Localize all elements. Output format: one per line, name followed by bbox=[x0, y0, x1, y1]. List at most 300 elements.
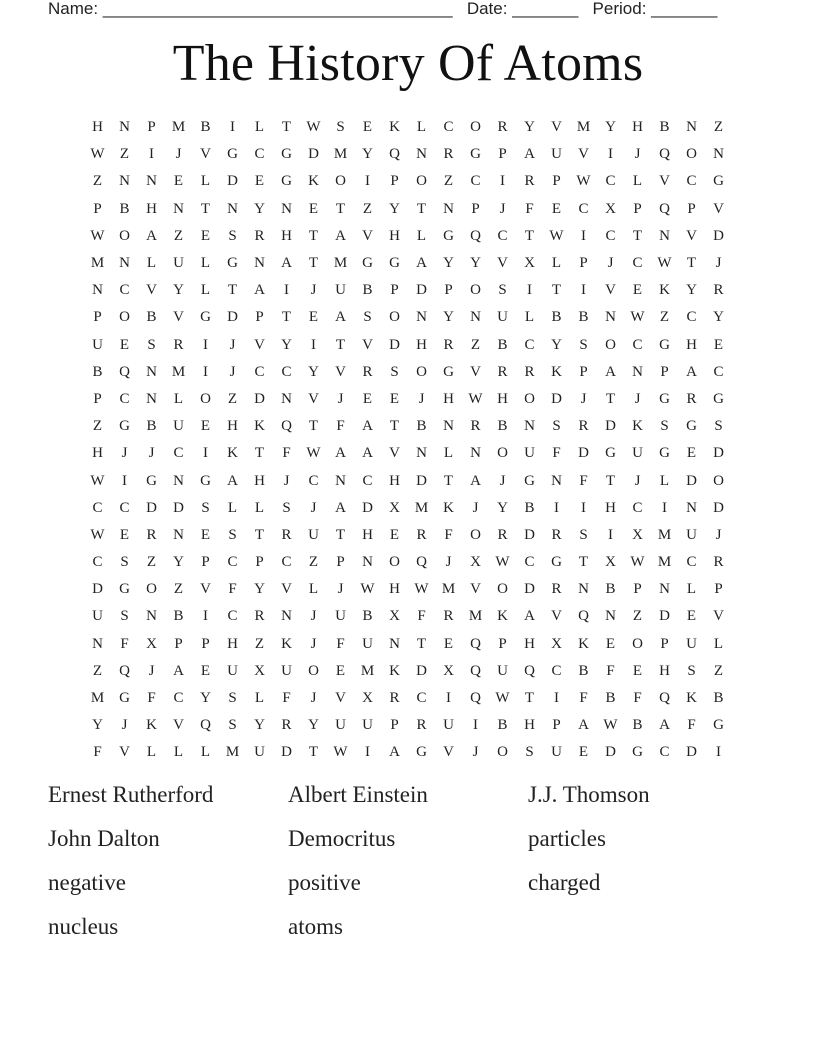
grid-letter[interactable]: C bbox=[524, 336, 535, 353]
grid-letter[interactable]: D bbox=[416, 282, 427, 299]
grid-letter[interactable]: Q bbox=[281, 418, 292, 435]
grid-letter[interactable]: X bbox=[146, 635, 157, 652]
grid-letter[interactable]: H bbox=[362, 526, 373, 543]
grid-letter[interactable]: W bbox=[495, 690, 510, 707]
grid-letter[interactable]: P bbox=[687, 200, 696, 217]
grid-letter[interactable]: L bbox=[524, 309, 535, 326]
grid-letter[interactable]: D bbox=[254, 390, 265, 407]
grid-letter[interactable]: B bbox=[362, 282, 373, 299]
grid-letter[interactable]: K bbox=[551, 363, 562, 380]
grid-letter[interactable]: M bbox=[171, 119, 186, 136]
grid-letter[interactable]: R bbox=[173, 336, 184, 353]
grid-letter[interactable]: G bbox=[443, 363, 454, 380]
grid-letter[interactable]: W bbox=[90, 472, 105, 489]
grid-letter[interactable]: U bbox=[335, 717, 346, 734]
grid-letter[interactable]: C bbox=[713, 363, 724, 380]
grid-letter[interactable]: Y bbox=[389, 200, 400, 217]
grid-letter[interactable]: P bbox=[660, 635, 669, 652]
grid-letter[interactable]: I bbox=[527, 282, 532, 299]
grid-letter[interactable]: L bbox=[146, 255, 157, 272]
grid-letter[interactable]: T bbox=[281, 119, 292, 136]
grid-letter[interactable]: V bbox=[659, 173, 670, 190]
grid-letter[interactable]: C bbox=[254, 363, 265, 380]
grid-letter[interactable]: L bbox=[659, 472, 670, 489]
grid-letter[interactable]: M bbox=[171, 363, 186, 380]
grid-letter[interactable]: O bbox=[605, 336, 616, 353]
grid-letter[interactable]: J bbox=[337, 390, 344, 407]
grid-letter[interactable]: V bbox=[551, 119, 562, 136]
grid-letter[interactable]: G bbox=[713, 717, 724, 734]
grid-letter[interactable]: W bbox=[630, 554, 645, 571]
grid-letter[interactable]: E bbox=[200, 526, 211, 543]
grid-letter[interactable]: P bbox=[471, 200, 480, 217]
grid-letter[interactable]: Z bbox=[92, 418, 103, 435]
grid-letter[interactable]: E bbox=[551, 200, 562, 217]
grid-letter[interactable]: N bbox=[416, 146, 427, 163]
grid-letter[interactable]: N bbox=[524, 418, 535, 435]
grid-letter[interactable]: G bbox=[713, 390, 724, 407]
grid-letter[interactable]: G bbox=[686, 418, 697, 435]
grid-letter[interactable]: N bbox=[470, 445, 481, 462]
grid-letter[interactable]: C bbox=[362, 472, 373, 489]
grid-letter[interactable]: P bbox=[174, 635, 183, 652]
grid-letter[interactable]: J bbox=[148, 445, 155, 462]
grid-letter[interactable]: Y bbox=[524, 119, 535, 136]
grid-letter[interactable]: R bbox=[524, 173, 535, 190]
grid-letter[interactable]: D bbox=[227, 309, 238, 326]
grid-letter[interactable]: D bbox=[713, 445, 724, 462]
grid-letter[interactable]: U bbox=[92, 608, 103, 625]
grid-letter[interactable]: N bbox=[659, 581, 670, 598]
grid-letter[interactable]: W bbox=[576, 173, 591, 190]
grid-letter[interactable]: Y bbox=[308, 363, 319, 380]
grid-letter[interactable]: D bbox=[713, 499, 724, 516]
grid-letter[interactable]: H bbox=[524, 717, 535, 734]
grid-letter[interactable]: W bbox=[306, 445, 321, 462]
grid-letter[interactable]: S bbox=[498, 282, 507, 299]
grid-letter[interactable]: T bbox=[308, 744, 319, 761]
grid-letter[interactable]: K bbox=[389, 119, 400, 136]
grid-letter[interactable]: O bbox=[524, 390, 535, 407]
grid-letter[interactable]: F bbox=[579, 472, 588, 489]
grid-letter[interactable]: L bbox=[551, 255, 562, 272]
grid-letter[interactable]: G bbox=[524, 472, 535, 489]
grid-letter[interactable]: N bbox=[173, 200, 184, 217]
grid-letter[interactable]: A bbox=[578, 717, 589, 734]
grid-letter[interactable]: A bbox=[335, 309, 346, 326]
grid-letter[interactable]: W bbox=[360, 581, 375, 598]
grid-letter[interactable]: C bbox=[92, 499, 103, 516]
grid-letter[interactable]: F bbox=[228, 581, 237, 598]
grid-letter[interactable]: B bbox=[605, 690, 616, 707]
grid-letter[interactable]: M bbox=[657, 526, 672, 543]
grid-letter[interactable]: D bbox=[524, 581, 535, 598]
grid-letter[interactable]: S bbox=[282, 499, 291, 516]
grid-letter[interactable]: V bbox=[173, 309, 184, 326]
grid-letter[interactable]: I bbox=[581, 499, 586, 516]
grid-letter[interactable]: B bbox=[497, 418, 508, 435]
grid-letter[interactable]: F bbox=[579, 690, 588, 707]
grid-letter[interactable]: N bbox=[254, 255, 265, 272]
grid-letter[interactable]: E bbox=[362, 119, 373, 136]
grid-letter[interactable]: U bbox=[173, 255, 184, 272]
grid-letter[interactable]: U bbox=[524, 445, 535, 462]
grid-letter[interactable]: G bbox=[632, 744, 643, 761]
grid-letter[interactable]: N bbox=[632, 363, 643, 380]
grid-letter[interactable]: G bbox=[605, 445, 616, 462]
grid-letter[interactable]: Y bbox=[362, 146, 373, 163]
grid-letter[interactable]: X bbox=[524, 255, 535, 272]
grid-letter[interactable]: P bbox=[93, 200, 102, 217]
grid-letter[interactable]: I bbox=[662, 499, 667, 516]
grid-letter[interactable]: W bbox=[306, 119, 321, 136]
grid-letter[interactable]: C bbox=[254, 146, 265, 163]
grid-letter[interactable]: I bbox=[716, 744, 721, 761]
grid-letter[interactable]: Z bbox=[92, 173, 103, 190]
grid-letter[interactable]: B bbox=[497, 717, 508, 734]
grid-letter[interactable]: X bbox=[389, 499, 400, 516]
grid-letter[interactable]: E bbox=[686, 445, 697, 462]
grid-letter[interactable]: Z bbox=[659, 309, 670, 326]
grid-letter[interactable]: E bbox=[362, 390, 373, 407]
grid-letter[interactable]: H bbox=[92, 445, 103, 462]
grid-letter[interactable]: P bbox=[633, 581, 642, 598]
grid-letter[interactable]: H bbox=[443, 390, 454, 407]
grid-letter[interactable]: Q bbox=[659, 690, 670, 707]
grid-letter[interactable]: F bbox=[606, 662, 615, 679]
grid-letter[interactable]: M bbox=[333, 146, 348, 163]
grid-letter[interactable]: V bbox=[335, 363, 346, 380]
grid-letter[interactable]: D bbox=[146, 499, 157, 516]
grid-letter[interactable]: B bbox=[200, 119, 211, 136]
grid-letter[interactable]: Z bbox=[92, 662, 103, 679]
grid-letter[interactable]: P bbox=[390, 282, 399, 299]
grid-letter[interactable]: P bbox=[336, 554, 345, 571]
grid-letter[interactable]: H bbox=[146, 200, 157, 217]
grid-letter[interactable]: I bbox=[608, 146, 613, 163]
grid-letter[interactable]: G bbox=[146, 472, 157, 489]
grid-letter[interactable]: U bbox=[173, 418, 184, 435]
grid-letter[interactable]: O bbox=[686, 146, 697, 163]
grid-letter[interactable]: H bbox=[524, 635, 535, 652]
grid-letter[interactable]: O bbox=[470, 526, 481, 543]
grid-letter[interactable]: J bbox=[715, 255, 722, 272]
grid-letter[interactable]: Q bbox=[578, 608, 589, 625]
grid-letter[interactable]: R bbox=[578, 418, 589, 435]
grid-letter[interactable]: V bbox=[551, 608, 562, 625]
grid-letter[interactable]: N bbox=[605, 309, 616, 326]
grid-letter[interactable]: W bbox=[549, 227, 564, 244]
grid-letter[interactable]: M bbox=[468, 608, 483, 625]
grid-letter[interactable]: R bbox=[254, 608, 265, 625]
grid-letter[interactable]: L bbox=[200, 173, 211, 190]
grid-letter[interactable]: N bbox=[146, 608, 157, 625]
grid-letter[interactable]: M bbox=[657, 554, 672, 571]
grid-letter[interactable]: R bbox=[416, 717, 427, 734]
grid-letter[interactable]: X bbox=[389, 608, 400, 625]
grid-letter[interactable]: L bbox=[254, 690, 265, 707]
grid-letter[interactable]: Y bbox=[254, 717, 265, 734]
grid-letter[interactable]: R bbox=[254, 227, 265, 244]
grid-letter[interactable]: V bbox=[119, 744, 130, 761]
grid-letter[interactable]: C bbox=[659, 744, 670, 761]
grid-letter[interactable]: I bbox=[149, 146, 154, 163]
grid-letter[interactable]: E bbox=[578, 744, 589, 761]
grid-letter[interactable]: Y bbox=[92, 717, 103, 734]
grid-letter[interactable]: N bbox=[686, 499, 697, 516]
grid-letter[interactable]: C bbox=[443, 119, 454, 136]
grid-letter[interactable]: I bbox=[230, 119, 235, 136]
grid-letter[interactable]: Z bbox=[443, 173, 454, 190]
grid-letter[interactable]: A bbox=[362, 418, 373, 435]
grid-letter[interactable]: J bbox=[310, 499, 317, 516]
grid-letter[interactable]: E bbox=[335, 662, 346, 679]
grid-letter[interactable]: E bbox=[632, 282, 643, 299]
grid-letter[interactable]: U bbox=[362, 635, 373, 652]
grid-letter[interactable]: T bbox=[281, 309, 292, 326]
grid-letter[interactable]: P bbox=[444, 282, 453, 299]
grid-letter[interactable]: N bbox=[146, 173, 157, 190]
grid-letter[interactable]: A bbox=[227, 472, 238, 489]
grid-letter[interactable]: S bbox=[120, 608, 129, 625]
grid-letter[interactable]: F bbox=[336, 418, 345, 435]
grid-letter[interactable]: J bbox=[229, 363, 236, 380]
grid-letter[interactable]: T bbox=[389, 418, 400, 435]
grid-letter[interactable]: W bbox=[90, 146, 105, 163]
grid-letter[interactable]: I bbox=[311, 336, 316, 353]
grid-letter[interactable]: T bbox=[308, 227, 319, 244]
grid-letter[interactable]: Y bbox=[470, 255, 481, 272]
grid-letter[interactable]: Z bbox=[308, 554, 319, 571]
grid-letter[interactable]: O bbox=[200, 390, 211, 407]
grid-letter[interactable]: N bbox=[605, 608, 616, 625]
grid-letter[interactable]: V bbox=[200, 146, 211, 163]
grid-letter[interactable]: T bbox=[686, 255, 697, 272]
grid-letter[interactable]: J bbox=[310, 635, 317, 652]
grid-letter[interactable]: T bbox=[605, 472, 616, 489]
grid-letter[interactable]: E bbox=[389, 526, 400, 543]
grid-letter[interactable]: P bbox=[714, 581, 723, 598]
grid-letter[interactable]: V bbox=[173, 717, 184, 734]
grid-letter[interactable]: Q bbox=[659, 200, 670, 217]
grid-letter[interactable]: K bbox=[443, 499, 454, 516]
grid-letter[interactable]: B bbox=[416, 418, 427, 435]
grid-letter[interactable]: P bbox=[93, 309, 102, 326]
grid-letter[interactable]: D bbox=[686, 744, 697, 761]
grid-letter[interactable]: S bbox=[687, 662, 696, 679]
grid-letter[interactable]: P bbox=[579, 255, 588, 272]
grid-letter[interactable]: G bbox=[281, 146, 292, 163]
grid-letter[interactable]: Y bbox=[254, 581, 265, 598]
grid-letter[interactable]: J bbox=[634, 472, 641, 489]
grid-letter[interactable]: P bbox=[93, 390, 102, 407]
grid-letter[interactable]: D bbox=[362, 499, 373, 516]
grid-letter[interactable]: M bbox=[414, 499, 429, 516]
grid-letter[interactable]: C bbox=[524, 554, 535, 571]
grid-letter[interactable]: M bbox=[225, 744, 240, 761]
grid-letter[interactable]: W bbox=[657, 255, 672, 272]
grid-letter[interactable]: V bbox=[713, 608, 724, 625]
grid-letter[interactable]: C bbox=[119, 499, 130, 516]
grid-letter[interactable]: E bbox=[119, 336, 130, 353]
grid-letter[interactable]: S bbox=[201, 499, 210, 516]
grid-letter[interactable]: P bbox=[147, 119, 156, 136]
grid-letter[interactable]: F bbox=[687, 717, 696, 734]
grid-letter[interactable]: D bbox=[686, 472, 697, 489]
grid-letter[interactable]: W bbox=[90, 526, 105, 543]
grid-letter[interactable]: F bbox=[93, 744, 102, 761]
grid-letter[interactable]: S bbox=[228, 526, 237, 543]
grid-letter[interactable]: Z bbox=[146, 554, 157, 571]
grid-letter[interactable]: C bbox=[605, 173, 616, 190]
grid-letter[interactable]: Y bbox=[443, 309, 454, 326]
grid-letter[interactable]: G bbox=[659, 336, 670, 353]
grid-letter[interactable]: A bbox=[281, 255, 292, 272]
grid-letter[interactable]: J bbox=[121, 445, 128, 462]
grid-letter[interactable]: X bbox=[605, 200, 616, 217]
grid-letter[interactable]: D bbox=[659, 608, 670, 625]
grid-letter[interactable]: C bbox=[632, 336, 643, 353]
grid-letter[interactable]: L bbox=[416, 119, 427, 136]
grid-letter[interactable]: R bbox=[713, 554, 724, 571]
grid-letter[interactable]: T bbox=[200, 200, 211, 217]
grid-letter[interactable]: U bbox=[551, 744, 562, 761]
grid-letter[interactable]: U bbox=[497, 309, 508, 326]
grid-letter[interactable]: R bbox=[551, 526, 562, 543]
grid-letter[interactable]: L bbox=[308, 581, 319, 598]
grid-letter[interactable]: N bbox=[173, 526, 184, 543]
grid-letter[interactable]: X bbox=[551, 635, 562, 652]
grid-letter[interactable]: Q bbox=[119, 662, 130, 679]
grid-letter[interactable]: B bbox=[605, 581, 616, 598]
grid-letter[interactable]: T bbox=[416, 200, 427, 217]
grid-letter[interactable]: K bbox=[659, 282, 670, 299]
grid-letter[interactable]: N bbox=[281, 390, 292, 407]
grid-letter[interactable]: F bbox=[552, 445, 561, 462]
grid-letter[interactable]: C bbox=[173, 690, 184, 707]
grid-letter[interactable]: L bbox=[443, 445, 454, 462]
grid-letter[interactable]: V bbox=[713, 200, 724, 217]
grid-letter[interactable]: G bbox=[659, 445, 670, 462]
grid-letter[interactable]: V bbox=[281, 581, 292, 598]
grid-letter[interactable]: T bbox=[551, 282, 562, 299]
grid-letter[interactable]: I bbox=[365, 744, 370, 761]
grid-letter[interactable]: D bbox=[416, 662, 427, 679]
grid-letter[interactable]: D bbox=[605, 418, 616, 435]
grid-letter[interactable]: G bbox=[389, 255, 400, 272]
grid-letter[interactable]: O bbox=[389, 309, 400, 326]
grid-letter[interactable]: R bbox=[389, 690, 400, 707]
grid-letter[interactable]: Y bbox=[173, 282, 184, 299]
grid-letter[interactable]: P bbox=[498, 146, 507, 163]
grid-letter[interactable]: D bbox=[389, 336, 400, 353]
grid-letter[interactable]: J bbox=[229, 336, 236, 353]
grid-letter[interactable]: C bbox=[605, 227, 616, 244]
grid-letter[interactable]: F bbox=[444, 526, 453, 543]
grid-letter[interactable]: P bbox=[498, 635, 507, 652]
grid-letter[interactable]: T bbox=[578, 554, 589, 571]
grid-letter[interactable]: B bbox=[92, 363, 103, 380]
date-blank[interactable]: _______ bbox=[512, 0, 579, 18]
grid-letter[interactable]: G bbox=[119, 418, 130, 435]
grid-letter[interactable]: C bbox=[632, 255, 643, 272]
grid-letter[interactable]: K bbox=[146, 717, 157, 734]
grid-letter[interactable]: C bbox=[497, 227, 508, 244]
grid-letter[interactable]: K bbox=[389, 662, 400, 679]
grid-letter[interactable]: V bbox=[470, 363, 481, 380]
grid-letter[interactable]: H bbox=[227, 635, 238, 652]
grid-letter[interactable]: I bbox=[203, 336, 208, 353]
grid-letter[interactable]: N bbox=[362, 554, 373, 571]
grid-letter[interactable]: G bbox=[443, 227, 454, 244]
grid-letter[interactable]: O bbox=[335, 173, 346, 190]
grid-letter[interactable]: R bbox=[497, 526, 508, 543]
grid-letter[interactable]: Z bbox=[713, 662, 724, 679]
grid-letter[interactable]: L bbox=[227, 499, 238, 516]
grid-letter[interactable]: O bbox=[146, 581, 157, 598]
grid-letter[interactable]: H bbox=[389, 581, 400, 598]
grid-letter[interactable]: F bbox=[282, 445, 291, 462]
grid-letter[interactable]: S bbox=[552, 418, 561, 435]
grid-letter[interactable]: E bbox=[200, 227, 211, 244]
grid-letter[interactable]: N bbox=[146, 390, 157, 407]
grid-letter[interactable]: T bbox=[524, 227, 535, 244]
grid-letter[interactable]: Q bbox=[200, 717, 211, 734]
grid-letter[interactable]: D bbox=[524, 526, 535, 543]
grid-letter[interactable]: Y bbox=[551, 336, 562, 353]
grid-letter[interactable]: S bbox=[120, 554, 129, 571]
grid-letter[interactable]: N bbox=[416, 445, 427, 462]
grid-letter[interactable]: G bbox=[470, 146, 481, 163]
grid-letter[interactable]: M bbox=[576, 119, 591, 136]
grid-letter[interactable]: D bbox=[578, 445, 589, 462]
grid-letter[interactable]: S bbox=[579, 526, 588, 543]
grid-letter[interactable]: A bbox=[605, 363, 616, 380]
grid-letter[interactable]: L bbox=[173, 390, 184, 407]
grid-letter[interactable]: P bbox=[660, 363, 669, 380]
grid-letter[interactable]: C bbox=[308, 472, 319, 489]
grid-letter[interactable]: X bbox=[470, 554, 481, 571]
grid-letter[interactable]: A bbox=[686, 363, 697, 380]
grid-letter[interactable]: N bbox=[227, 200, 238, 217]
grid-letter[interactable]: J bbox=[418, 390, 425, 407]
grid-letter[interactable]: U bbox=[335, 608, 346, 625]
grid-letter[interactable]: R bbox=[443, 608, 454, 625]
grid-letter[interactable]: K bbox=[254, 418, 265, 435]
grid-letter[interactable]: J bbox=[310, 608, 317, 625]
grid-letter[interactable]: B bbox=[578, 662, 589, 679]
grid-letter[interactable]: T bbox=[632, 227, 643, 244]
grid-letter[interactable]: C bbox=[686, 554, 697, 571]
grid-letter[interactable]: V bbox=[389, 445, 400, 462]
grid-letter[interactable]: B bbox=[524, 499, 535, 516]
grid-letter[interactable]: E bbox=[605, 635, 616, 652]
grid-letter[interactable]: C bbox=[173, 445, 184, 462]
grid-letter[interactable]: N bbox=[443, 418, 454, 435]
grid-letter[interactable]: N bbox=[146, 363, 157, 380]
grid-letter[interactable]: K bbox=[308, 173, 319, 190]
grid-letter[interactable]: R bbox=[713, 282, 724, 299]
grid-letter[interactable]: Q bbox=[470, 690, 481, 707]
grid-letter[interactable]: O bbox=[713, 472, 724, 489]
grid-letter[interactable]: H bbox=[389, 227, 400, 244]
grid-letter[interactable]: E bbox=[686, 608, 697, 625]
grid-letter[interactable]: L bbox=[254, 499, 265, 516]
grid-letter[interactable]: N bbox=[416, 309, 427, 326]
grid-letter[interactable]: R bbox=[443, 336, 454, 353]
grid-letter[interactable]: Z bbox=[362, 200, 373, 217]
grid-letter[interactable]: A bbox=[254, 282, 265, 299]
